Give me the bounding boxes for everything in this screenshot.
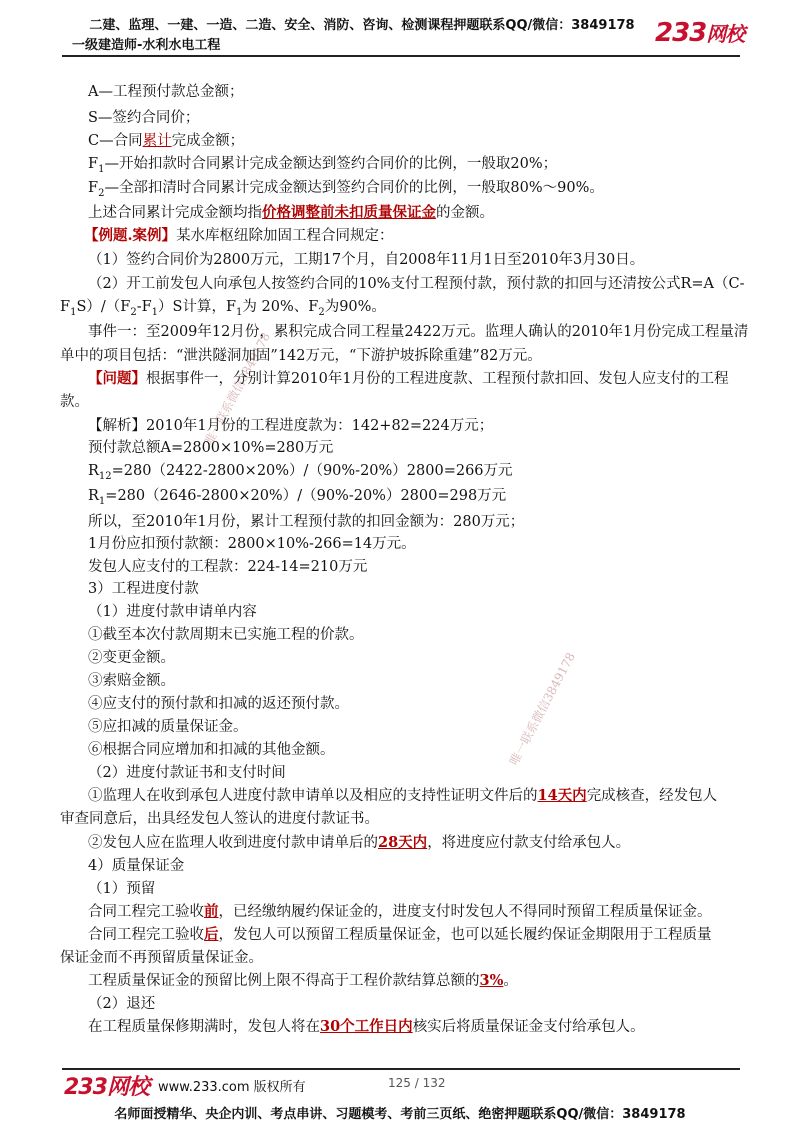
- header-promo-line: 二建、监理、一建、一造、二造、安全、消防、咨询、检测课程押题联系QQ/微信：3849178: [89, 18, 635, 33]
- watermark: 唯一联系微信3849178: [506, 650, 579, 768]
- highlight-term: 28天内: [378, 834, 428, 851]
- text-line: 预付款总额A=2800×10%=280万元: [88, 440, 334, 456]
- text-line: 合同工程完工验收后，发包人可以预留工程质量保证金，也可以延长履约保证金期限用于工程质量: [88, 926, 712, 943]
- footer-site-link[interactable]: www.233.com 版权所有: [158, 1080, 306, 1095]
- logo-number: 233: [64, 1075, 107, 1100]
- footer-promo-line: 名师面授精华、央企内训、考点串讲、习题模考、考前三页纸、绝密押题联系QQ/微信：3849178: [114, 1107, 686, 1122]
- watermark: 唯一联系微信3849178: [201, 330, 274, 448]
- text-line: A—工程预付款总金额；: [88, 84, 244, 100]
- text-line: （2）进度付款证书和支付时间: [88, 765, 286, 781]
- list-item: ③索赔金额。: [88, 673, 175, 689]
- list-item: ②变更金额。: [88, 650, 175, 666]
- text-line: C—合同累计完成金额；: [88, 133, 245, 149]
- brand-logo: [655, 18, 744, 48]
- text-line: 【解析】2010年1月份的工程进度款为：142+82=224万元；: [88, 418, 494, 434]
- text-line: （1）预留: [88, 881, 156, 897]
- text-line: 工程质量保证金的预留比例上限不得高于工程价款结算总额的3%。: [88, 972, 518, 989]
- header-divider: [62, 55, 740, 57]
- text-line: ①监理人在收到承包人进度付款申请单以及相应的支持性证明文件后的14天内完成核查，经发包人: [88, 787, 718, 804]
- text-line: S—签约合同价；: [88, 110, 200, 126]
- section-heading: 3）工程进度付款: [88, 581, 199, 597]
- text-line: 上述合同累计完成金额均指价格调整前未扣质量保证金的金额。: [88, 204, 494, 221]
- text-line: 1月份应扣预付款额：2800×10%-266=14万元。: [88, 536, 416, 552]
- highlight-term: 价格调整前未扣质量保证金: [262, 204, 436, 221]
- list-item: ⑤应扣减的质量保证金。: [88, 719, 248, 735]
- text-line: 合同工程完工验收前，已经缴纳履约保证金的，进度支付时发包人不得同时预留工程质量保证金。: [88, 903, 712, 920]
- text-line: 发包人应支付的工程款：224-14=210万元: [88, 559, 368, 575]
- text-line: 款。: [60, 394, 89, 410]
- text-line: 在工程质量保修期满时，发包人将在30个工作日内核实后将质量保证金支付给承包人。: [88, 1018, 645, 1035]
- example-heading: 【例题.案例】某水库枢纽除加固工程合同规定：: [84, 227, 394, 244]
- text-line: $R_1=280(2646-2800\times 20\%)/(90\%-20\%)2800=298$万元: [88, 488, 507, 507]
- list-item: ④应支付的预付款和扣减的返还预付款。: [88, 696, 349, 712]
- text-line: （1）签约合同价为2800万元，工期17个月，自2008年11月1日至2010年3月30日。: [88, 252, 645, 268]
- text-line: $F_1S)/(F_2-F_1)S$计算，$F_1$为 20%、$F_2$为90%。: [60, 299, 386, 318]
- text-line: $R_{12}=280(2422-2800\times 20\%)/(90\%-20\%)2800=266$万元: [88, 463, 513, 482]
- text-line: $F_1—$开始扣款时合同累计完成金额达到签约合同价的比例，一般取20%；: [88, 156, 558, 175]
- logo-number: 233: [655, 18, 707, 48]
- highlight-term: 前: [204, 903, 219, 920]
- header-subtitle: 一级建造师-水利水电工程: [72, 38, 221, 53]
- text-line: （2）开工前发包人向承包人按签约合同的10%支付工程预付款，预付款的扣回与还清按公式R=A（C-: [88, 276, 745, 292]
- section-heading: 4）质量保证金: [88, 858, 185, 874]
- footer-logo: [64, 1070, 149, 1101]
- page-number: 125 / 132: [388, 1076, 446, 1090]
- text-line: 事件一：至2009年12月份，累积完成合同工程量2422万元。监理人确认的2010年1月份完成工程量清: [88, 324, 749, 340]
- highlight-term: 后: [204, 926, 219, 943]
- logo-text: 网校: [706, 22, 745, 46]
- text-line: （1）进度付款申请单内容: [88, 604, 257, 620]
- text-line: 所以，至2010年1月份，累计工程预付款的扣回金额为：280万元；: [88, 514, 525, 530]
- text-line: 审查同意后，出具经发包人签认的进度付款证书。: [60, 811, 379, 827]
- highlight-term: 30个工作日内: [320, 1018, 413, 1035]
- highlight-term: 累计: [142, 133, 172, 149]
- highlight-term: 3%: [479, 972, 504, 989]
- highlight-term: 14天内: [537, 787, 587, 804]
- list-item: ⑥根据合同应增加和扣减的其他金额。: [88, 742, 335, 758]
- logo-text: 网校: [106, 1075, 149, 1100]
- question-heading: 【问题】根据事件一，分别计算2010年1月份的工程进度款、工程预付款扣回、发包人应支付的工程: [88, 370, 729, 387]
- text-line: $F_2—$全部扣清时合同累计完成金额达到签约合同价的比例，一般取80%～90%。: [88, 180, 604, 199]
- footer-divider: [62, 1068, 740, 1070]
- text-line: 单中的项目包括：“泄洪隧洞加固”142万元，“下游护坡拆除重建”82万元。: [60, 348, 542, 364]
- text-line: 保证金而不再预留质量保证金。: [60, 950, 263, 966]
- text-line: （2）退还: [88, 996, 156, 1012]
- text-line: ②发包人应在监理人收到进度付款申请单后的28天内，将进度应付款支付给承包人。: [88, 834, 631, 851]
- list-item: ①截至本次付款周期末已实施工程的价款。: [88, 627, 364, 643]
